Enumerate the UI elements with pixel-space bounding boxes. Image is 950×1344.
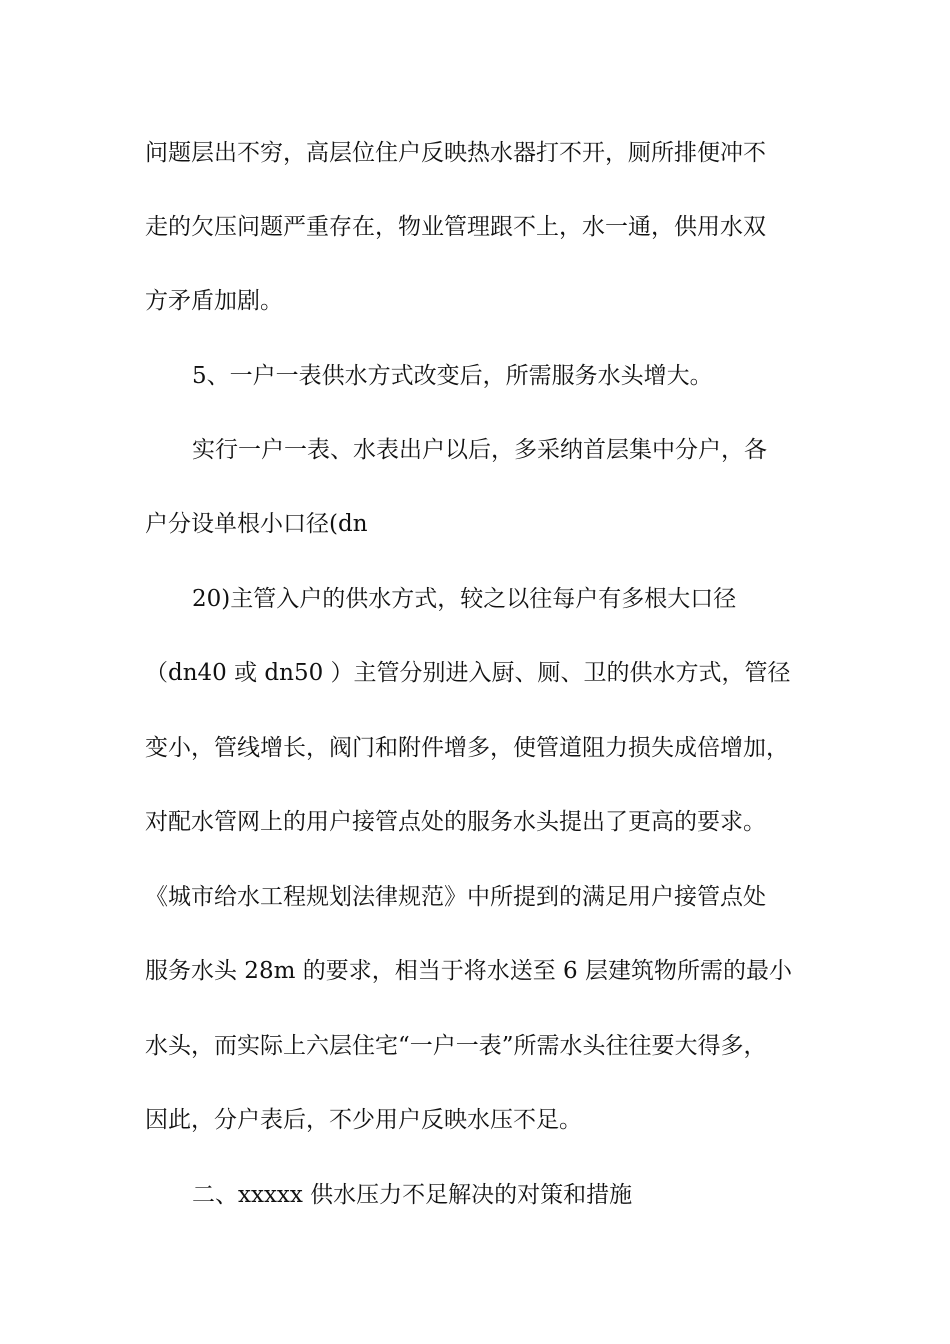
paragraph-line: 水头，而实际上六层住宅“一户一表”所需水头往往要大得多， (145, 1033, 767, 1059)
paragraph-line: 户分设单根小口径(dn (145, 511, 368, 537)
paragraph-line: 服务水头 28m 的要求，相当于将水送至 6 层建筑物所需的最小 (145, 958, 792, 984)
section-heading: 二、xxxxx 供水压力不足解决的对策和措施 (192, 1182, 633, 1208)
section-heading: 5、一户一表供水方式改变后，所需服务水头增大。 (192, 363, 713, 389)
paragraph-line: 问题层出不穷，高层位住户反映热水器打不开，厕所排便冲不 (145, 140, 766, 166)
paragraph-line: 实行一户一表、水表出户以后，多采纳首层集中分户，各 (192, 437, 767, 463)
paragraph-line: 方矛盾加剧。 (145, 288, 283, 314)
paragraph-line: 20)主管入户的供水方式，较之以往每户有多根大口径 (192, 586, 737, 612)
paragraph-line: 对配水管网上的用户接管点处的服务水头提出了更高的要求。 (145, 809, 766, 835)
paragraph-line: 因此，分户表后，不少用户反映水压不足。 (145, 1107, 582, 1133)
paragraph-line: 《城市给水工程规划法律规范》中所提到的满足用户接管点处 (145, 884, 766, 910)
paragraph-line: （dn40 或 dn50 ）主管分别进入厨、厕、卫的供水方式，管径 (145, 660, 791, 686)
paragraph-line: 变小，管线增长，阀门和附件增多，使管道阻力损失成倍增加， (145, 735, 789, 761)
paragraph-line: 走的欠压问题严重存在，物业管理跟不上，水一通，供用水双 (145, 214, 766, 240)
